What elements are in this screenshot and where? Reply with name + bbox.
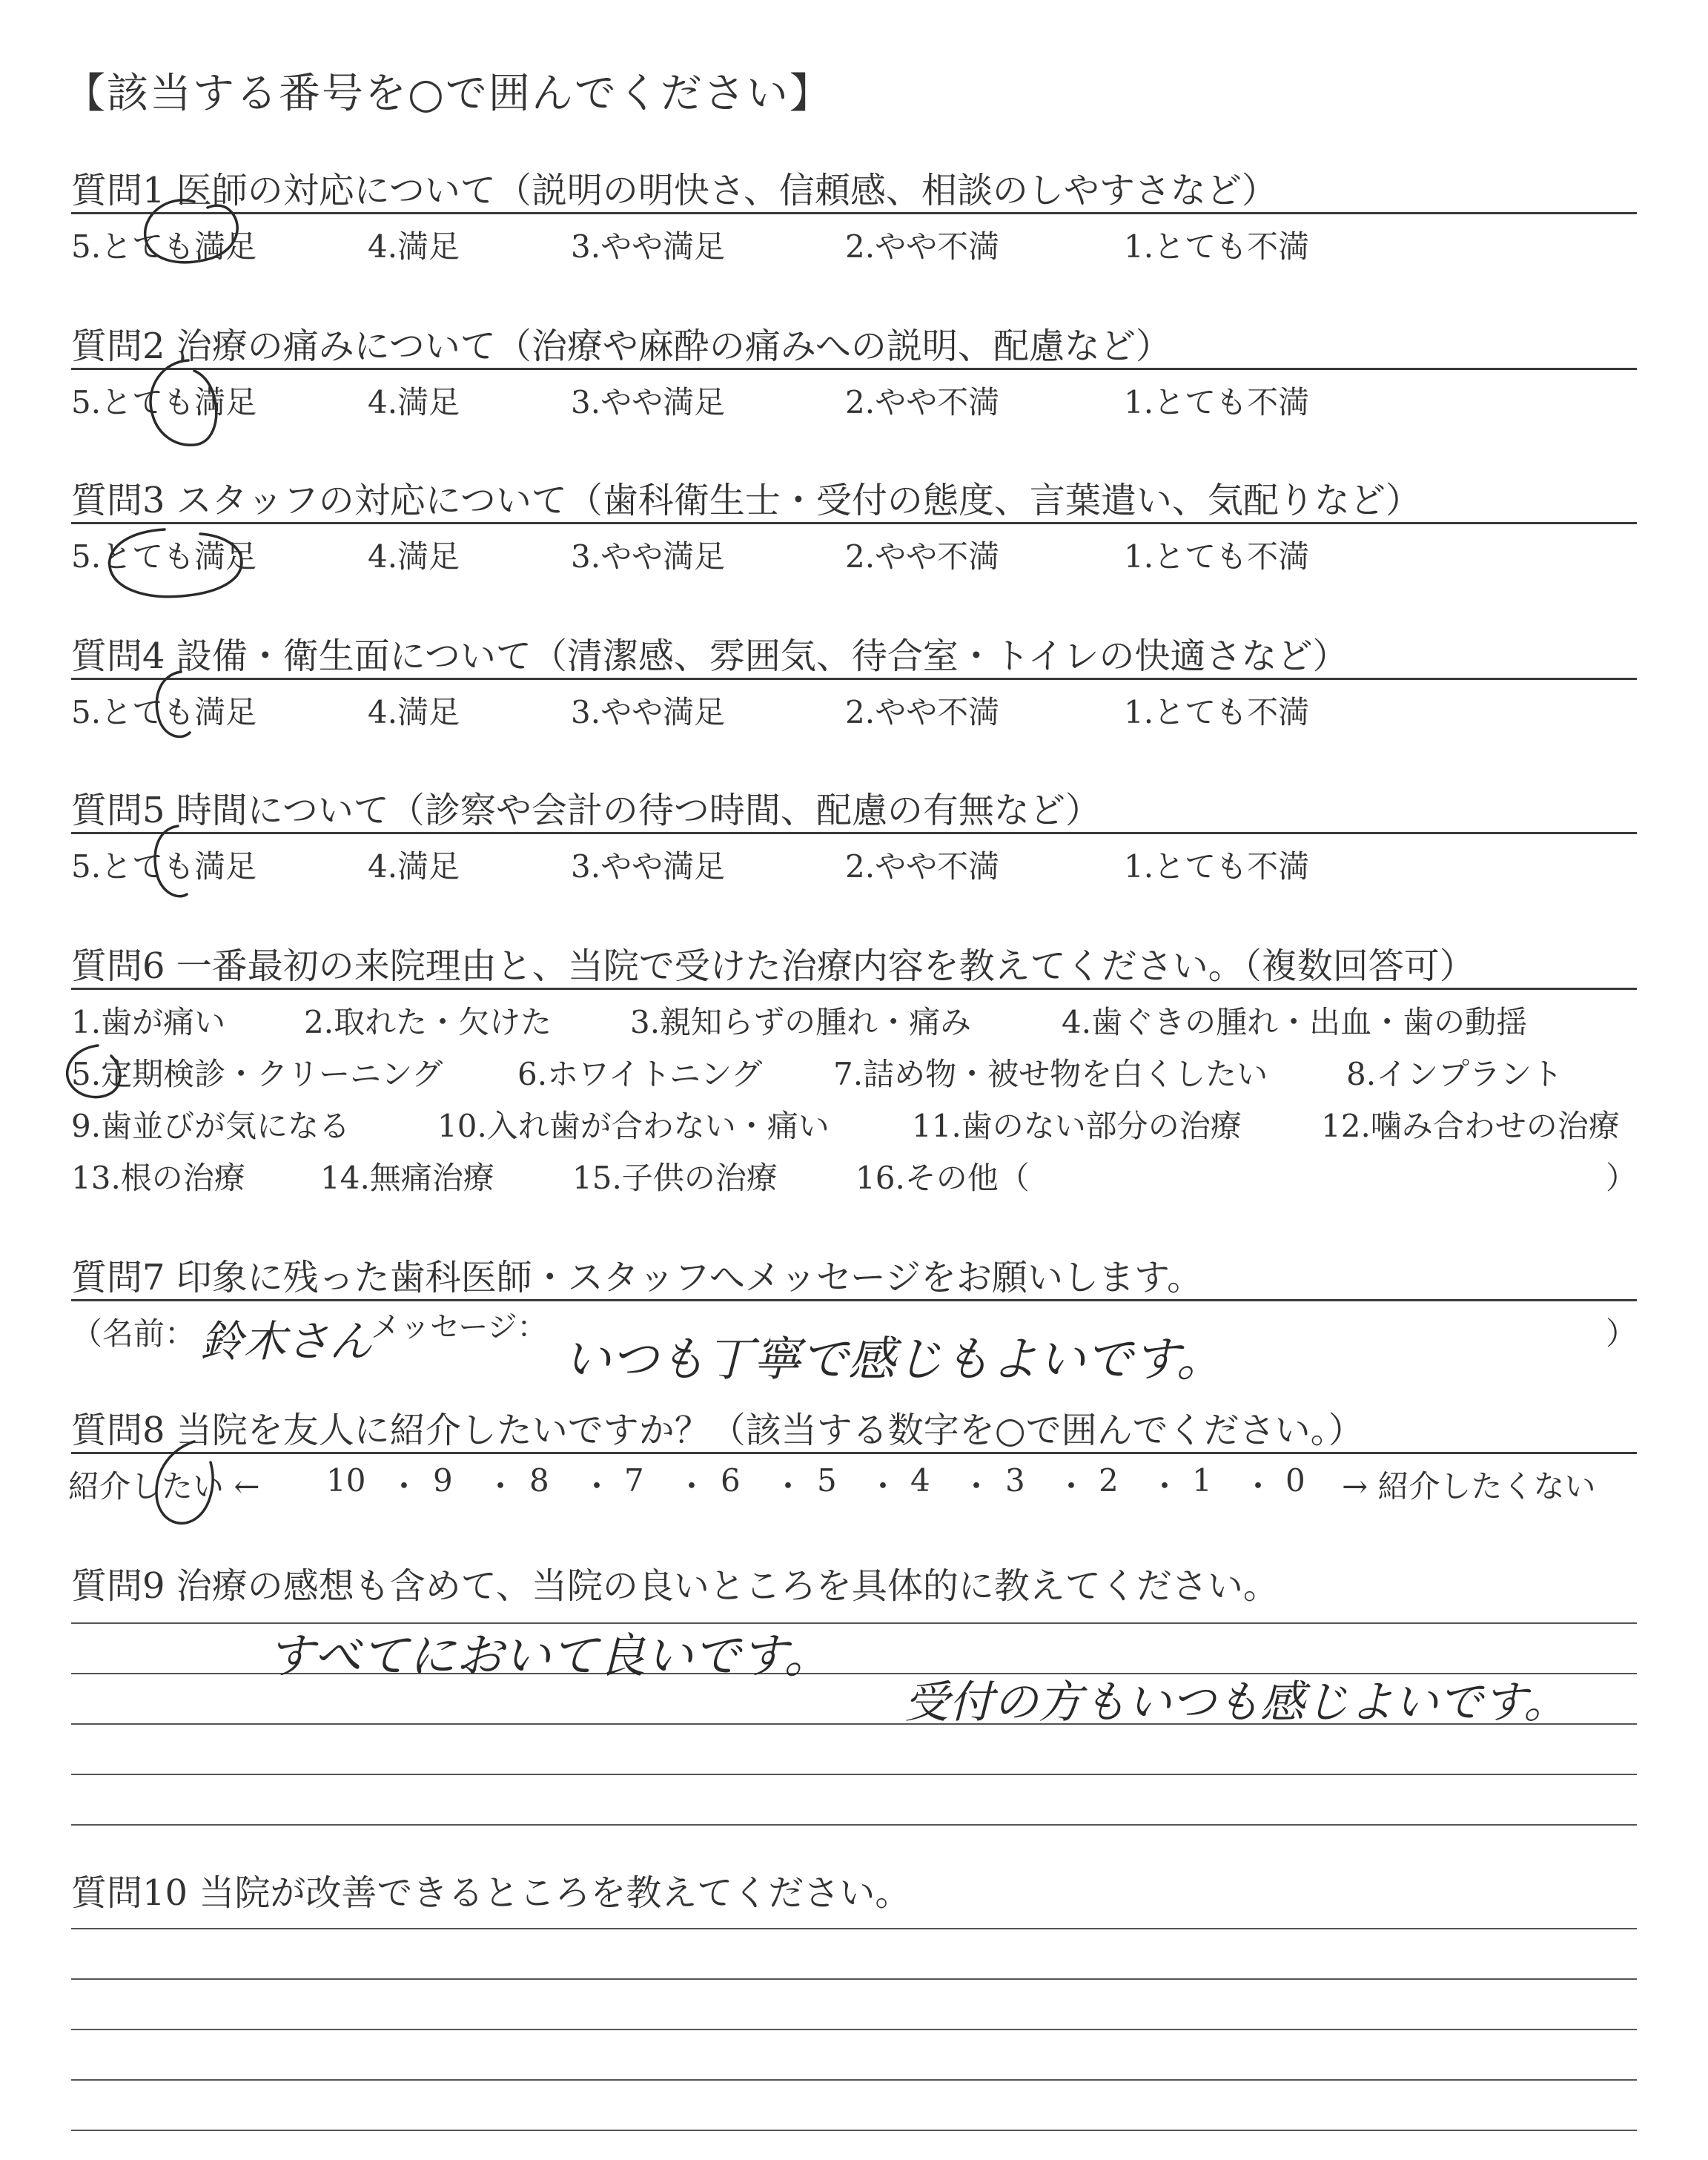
q9-line-4 [71, 1774, 1637, 1775]
q6-option-2[interactable]: 2.取れた・欠けた [304, 1004, 552, 1040]
q3-option-4[interactable]: 4.満足 [368, 538, 460, 575]
q5-option-4[interactable]: 4.満足 [368, 848, 460, 885]
q4-title: 質問4 設備・衛生面について（清潔感、雰囲気、待合室・トイレの快適さなど） [71, 635, 1348, 677]
q8-sep: ・ [961, 1468, 993, 1505]
q7-message-label: メッセージ： [371, 1310, 547, 1344]
q2-option-4[interactable]: 4.満足 [368, 384, 460, 420]
q8-value-8[interactable]: 8 [529, 1462, 549, 1499]
q8-value-1[interactable]: 1 [1192, 1462, 1212, 1499]
q6-option-3[interactable]: 3.親知らずの腫れ・痛み [630, 1004, 972, 1040]
q6-option-5[interactable]: 5.定期検診・クリーニング [71, 1056, 443, 1092]
q8-sep: ・ [388, 1468, 420, 1505]
q4-rule [71, 678, 1637, 680]
q1-option-2[interactable]: 2.やや不満 [845, 228, 1000, 265]
q6-option-11[interactable]: 11.歯のない部分の治療 [912, 1108, 1242, 1144]
q8-sep: ・ [772, 1468, 804, 1505]
q8-value-5[interactable]: 5 [817, 1462, 837, 1499]
q2-option-1[interactable]: 1.とても不満 [1124, 384, 1310, 420]
q10-line-5 [71, 2130, 1637, 2131]
q8-sep: ・ [1242, 1468, 1274, 1505]
q10-title: 質問10 当院が改善できるところを教えてください。 [71, 1872, 911, 1914]
q8-value-0[interactable]: 0 [1285, 1462, 1305, 1499]
q8-value-6[interactable]: 6 [721, 1462, 741, 1499]
q10-line-4 [71, 2079, 1637, 2081]
q10-line-2 [71, 1978, 1637, 1980]
q7-message-value[interactable]: いつも丁寧で感じもよいです。 [563, 1332, 1224, 1387]
q7-name-label: （名前： [71, 1315, 196, 1352]
q9-line-5 [71, 1824, 1637, 1826]
q6-title: 質問6 一番最初の来院理由と、当院で受けた治療内容を教えてください。（複数回答可） [71, 945, 1475, 987]
q4-option-1[interactable]: 1.とても不満 [1124, 694, 1310, 730]
q8-value-10[interactable]: 10 [326, 1462, 366, 1499]
q1-rule [71, 212, 1637, 214]
q2-option-5[interactable]: 5.とても満足 [71, 384, 257, 420]
q5-title: 質問5 時間について（診察や会計の待つ時間、配慮の有無など） [71, 790, 1101, 831]
q6-option-12[interactable]: 12.噛み合わせの治療 [1321, 1108, 1620, 1144]
q4-option-3[interactable]: 3.やや満足 [571, 694, 726, 730]
q4-option-4[interactable]: 4.満足 [368, 694, 460, 730]
q3-option-2[interactable]: 2.やや不満 [845, 538, 1000, 575]
q1-title: 質問1 医師の対応について（説明の明快さ、信頼感、相談のしやすさなど） [71, 170, 1277, 211]
q5-option-1[interactable]: 1.とても不満 [1124, 848, 1310, 885]
q2-option-2[interactable]: 2.やや不満 [845, 384, 1000, 420]
q10-line-1 [71, 1928, 1637, 1929]
q3-option-1[interactable]: 1.とても不満 [1124, 538, 1310, 575]
form-title: 【該当する番号を○で囲んでください】 [64, 70, 833, 118]
q6-option-10[interactable]: 10.入れ歯が合わない・痛い [437, 1108, 830, 1144]
q1-option-5[interactable]: 5.とても満足 [71, 228, 257, 265]
q5-rule [71, 832, 1637, 834]
q1-option-1[interactable]: 1.とても不満 [1124, 228, 1310, 265]
q9-title: 質問9 治療の感想も含めて、当院の良いところを具体的に教えてください。 [71, 1565, 1279, 1607]
q8-sep: ・ [867, 1468, 899, 1505]
q8-value-9[interactable]: 9 [433, 1462, 453, 1499]
q6-option-8[interactable]: 8.インプラント [1346, 1056, 1563, 1092]
q8-sep: ・ [581, 1468, 613, 1505]
q6-option-7[interactable]: 7.詰め物・被せ物を白くしたい [833, 1056, 1268, 1092]
q2-option-3[interactable]: 3.やや満足 [571, 384, 726, 420]
q8-sep: ・ [1149, 1468, 1181, 1505]
q8-value-3[interactable]: 3 [1005, 1462, 1025, 1499]
q5-option-2[interactable]: 2.やや不満 [845, 848, 1000, 885]
q10-line-3 [71, 2029, 1637, 2030]
q8-value-7[interactable]: 7 [624, 1462, 644, 1499]
q8-right-label: → 紹介したくない [1342, 1468, 1596, 1505]
q9-answer-line-2[interactable]: 受付の方もいつも感じよいです。 [904, 1677, 1569, 1728]
q4-option-2[interactable]: 2.やや不満 [845, 694, 1000, 730]
q6-option-13[interactable]: 13.根の治療 [71, 1160, 245, 1196]
q6-option-16[interactable]: 16.その他（ [855, 1160, 1030, 1196]
q2-rule [71, 368, 1637, 370]
q6-other-close: ） [1606, 1160, 1638, 1196]
q6-option-4[interactable]: 4.歯ぐきの腫れ・出血・歯の動揺 [1062, 1004, 1528, 1040]
q8-title: 質問8 当院を友人に紹介したいですか？（該当する数字を○で囲んでください。） [71, 1410, 1364, 1451]
q1-option-4[interactable]: 4.満足 [368, 228, 460, 265]
q6-option-6[interactable]: 6.ホワイトニング [517, 1056, 763, 1092]
q3-rule [71, 522, 1637, 524]
q6-option-14[interactable]: 14.無痛治療 [320, 1160, 494, 1196]
q8-rule [71, 1452, 1637, 1454]
q3-option-5[interactable]: 5.とても満足 [71, 538, 257, 575]
q2-title: 質問2 治療の痛みについて（治療や麻酔の痛みへの説明、配慮など） [71, 326, 1171, 367]
q8-left-label: 紹介したい ← [68, 1468, 260, 1505]
q8-sep: ・ [1056, 1468, 1088, 1505]
q6-option-9[interactable]: 9.歯並びが気になる [71, 1108, 351, 1144]
q5-option-5[interactable]: 5.とても満足 [71, 848, 257, 885]
q6-option-15[interactable]: 15.子供の治療 [572, 1160, 778, 1196]
q3-option-3[interactable]: 3.やや満足 [571, 538, 726, 575]
q7-title: 質問7 印象に残った歯科医師・スタッフへメッセージをお願いします。 [71, 1257, 1203, 1298]
q5-option-3[interactable]: 3.やや満足 [571, 848, 726, 885]
q8-sep: ・ [485, 1468, 517, 1505]
q8-sep: ・ [676, 1468, 708, 1505]
q6-option-1[interactable]: 1.歯が痛い [71, 1004, 226, 1040]
q7-rule [71, 1299, 1637, 1301]
q7-name-value[interactable]: 鈴木さん [200, 1316, 373, 1367]
q9-answer-line-1[interactable]: すべてにおいて良いです。 [267, 1629, 832, 1684]
q8-value-2[interactable]: 2 [1099, 1462, 1119, 1499]
q3-title: 質問3 スタッフの対応について（歯科衛生士・受付の態度、言葉遣い、気配りなど） [71, 480, 1421, 521]
q7-close: ） [1606, 1315, 1638, 1352]
q1-option-3[interactable]: 3.やや満足 [571, 228, 726, 265]
q6-rule [71, 988, 1637, 990]
q4-option-5[interactable]: 5.とても満足 [71, 694, 257, 730]
q8-value-4[interactable]: 4 [910, 1462, 930, 1499]
